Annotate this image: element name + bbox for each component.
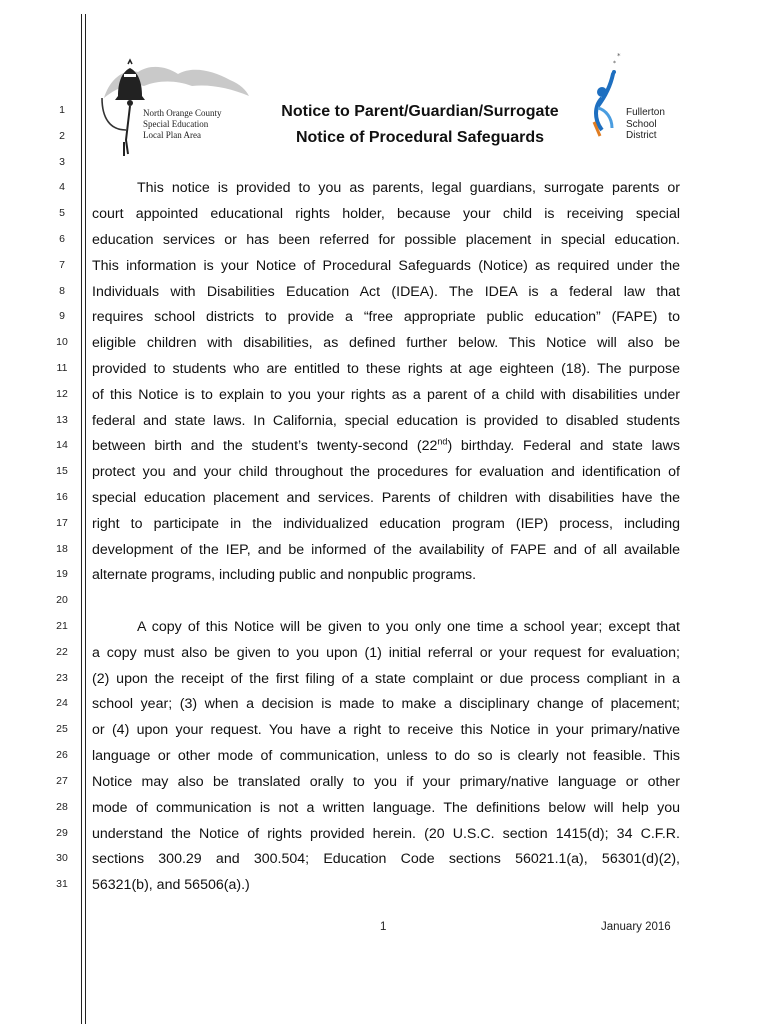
footer-date: January 2016 [601,921,671,933]
line-number: 23 [56,672,68,684]
line-number: 20 [56,594,68,606]
left-margin-rule [81,14,82,1024]
body-text-line: Individuals with Disabilities Education Act (IDEA). The IDEA is a federal law that [92,284,680,300]
body-text-line: mode of communication is not a written language. The definitions below will help you [92,800,680,816]
district-name-line: District [626,130,657,141]
line-number: 6 [59,233,65,245]
body-text-line: federal and state laws. In California, special education is provided to disabled students [92,413,680,429]
line-number: 5 [59,207,65,219]
body-text-line: requires school districts to provide a “free appropriate public education” (FAPE) to [92,309,680,325]
text-segment: ) birthday. Federal and state laws [447,438,680,454]
line-number: 1 [59,104,65,116]
district-figure-logo [588,48,628,143]
line-number: 14 [56,439,68,451]
body-text-line: This information is your Notice of Procedural Safeguards (Notice) as required under the [92,258,680,274]
body-text-line: provided to students who are entitled to these rights at age eighteen (18). The purpose [92,361,680,377]
line-number: 13 [56,414,68,426]
line-number: 2 [59,130,65,142]
line-number: 3 [59,156,65,168]
body-text-line: Notice may also be translated orally to you if your primary/native language or other [92,774,680,790]
body-text-line: or (4) upon your request. You have a right to receive this Notice in your primary/native [92,722,680,738]
body-text-line: alternate programs, including public and nonpublic programs. [92,567,477,583]
line-number: 27 [56,775,68,787]
line-number: 4 [59,181,65,193]
document-subtitle: Notice of Procedural Safeguards [295,129,545,146]
org-name-line: Local Plan Area [143,130,201,140]
document-title: Notice to Parent/Guardian/Surrogate [281,103,559,120]
body-text-line: A copy of this Notice will be given to you only one time a school year; except that [137,619,680,635]
left-margin-rule-inner [85,14,86,1024]
body-text-line: This notice is provided to you as parents, legal guardians, surrogate parents or [137,180,680,196]
line-number: 18 [56,543,68,555]
line-number: 26 [56,749,68,761]
line-number: 16 [56,491,68,503]
district-name-line: School [626,118,657,130]
line-number: 28 [56,801,68,813]
body-text-line: special education placement and services. Parents of children with disabilities have the [92,490,680,506]
line-number: 8 [59,285,65,297]
page-number: 1 [380,921,387,933]
line-number: 22 [56,646,68,658]
line-number: 11 [56,362,68,374]
body-text-line: language or other mode of communication, unless to do so is clearly not feasible. This [92,748,680,764]
org-name-block [143,108,222,141]
line-number: 25 [56,723,68,735]
body-text-line: a copy must also be given to you upon (1) initial referral or your request for evaluation; [92,645,680,661]
body-text-line: sections 300.29 and 300.504; Education Code sections 56021.1(a), 56301(d)(2), [92,851,680,867]
body-text-line: eligible children with disabilities, as defined further below. This Notice will also be [92,335,680,351]
line-number: 29 [56,827,68,839]
body-text-line [92,437,680,455]
line-number: 9 [59,310,65,322]
body-text-line: understand the Notice of rights provided herein. (20 U.S.C. section 1415(d); 34 C.F.R. [92,826,680,842]
district-name-block [626,107,665,142]
org-name-line: Special Education [143,119,209,129]
body-text-line: school year; (3) when a decision is made to make a disciplinary change of placement; [92,696,680,712]
line-number: 12 [56,388,68,400]
line-number: 31 [56,878,68,890]
body-text-line: court appointed educational rights holder, because your child is receiving special [92,206,680,222]
line-number: 24 [56,697,68,709]
body-text-line: right to participate in the individualized education program (IEP) process, including [92,516,680,532]
body-text-line: (2) upon the receipt of the first filing of a state complaint or due process compliant in a [92,671,680,687]
text-segment: between birth and the student’s twenty-second (22 [92,438,438,454]
org-name-line: North Orange County [143,108,222,118]
svg-text:*: * [617,52,621,60]
line-number: 21 [56,620,68,632]
body-text-line: 56321(b), and 56506(a).) [92,877,250,893]
body-text-line: protect you and your child throughout the procedures for evaluation and identification of [92,464,680,480]
body-text-line: development of the IEP, and be informed of the availability of FAPE and of all available [92,542,680,558]
svg-text:*: * [613,60,616,67]
district-name-line: Fullerton [626,107,665,118]
line-number: 19 [56,568,68,580]
ordinal-superscript: nd [437,436,448,447]
body-text-line: of this Notice is to explain to you your rights as a parent of a child with disabilities under [92,387,680,403]
line-number: 30 [56,852,68,864]
line-number: 10 [56,336,68,348]
line-number: 17 [56,517,68,529]
body-text-line: education services or has been referred for possible placement in special education. [92,232,680,248]
line-number: 7 [59,259,65,271]
line-number: 15 [56,465,68,477]
